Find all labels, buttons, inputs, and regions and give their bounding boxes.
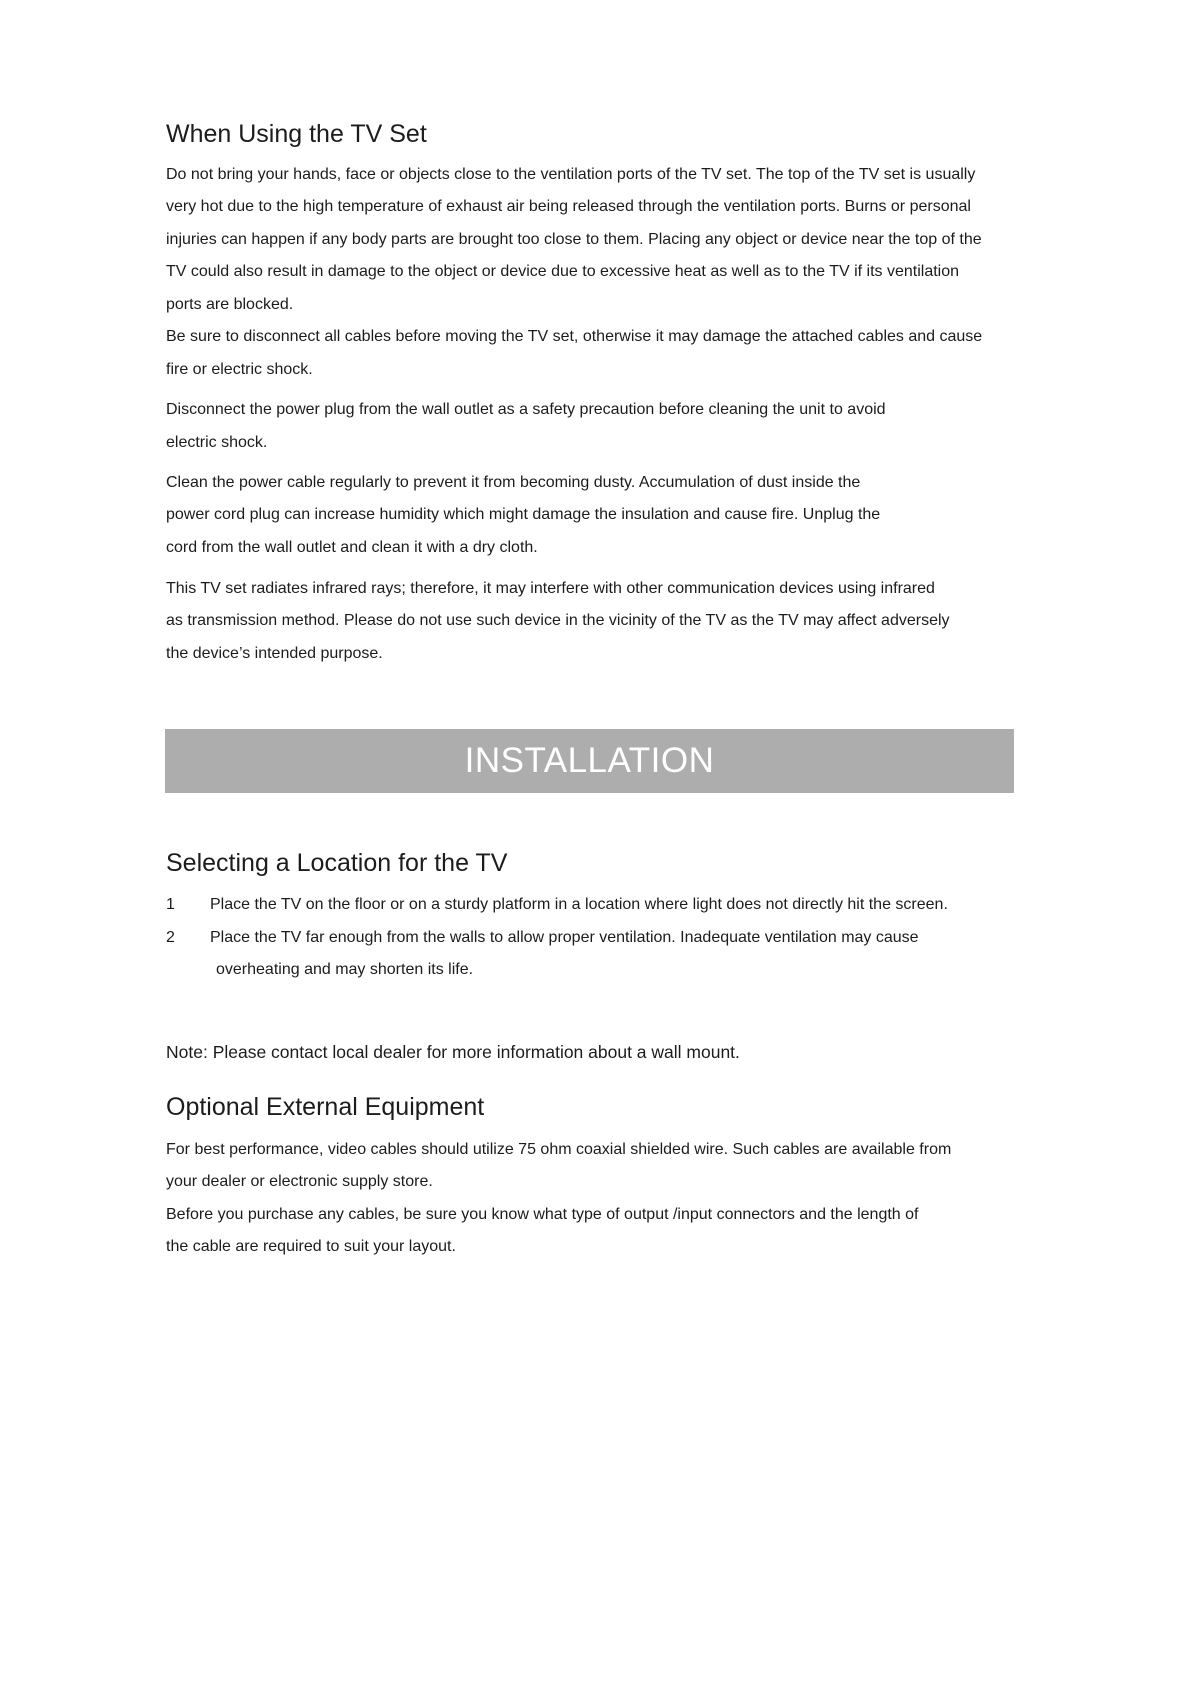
paragraph-line: ports are blocked. — [166, 296, 294, 313]
paragraph-line: Clean the power cable regularly to prevent it from becoming dusty. Accumulation of dust inside the — [166, 474, 861, 491]
paragraph-line: This TV set radiates infrared rays; therefore, it may interfere with other communication devices using infrared — [166, 580, 935, 597]
paragraph-line: Disconnect the power plug from the wall outlet as a safety precaution before cleaning the unit to avoid — [166, 401, 886, 418]
installation-banner — [165, 729, 1014, 793]
paragraph-line: your dealer or electronic supply store. — [166, 1173, 433, 1190]
paragraph-line: the cable are required to suit your layout. — [166, 1238, 456, 1255]
paragraph-line: injuries can happen if any body parts are brought too close to them. Placing any object or device near the top of the — [166, 231, 982, 248]
paragraph-line: the device’s intended purpose. — [166, 645, 383, 662]
paragraph-line: Before you purchase any cables, be sure you know what type of output /input connectors and the length of — [166, 1206, 919, 1223]
list-item-number: 1 — [166, 896, 175, 913]
list-item-text: overheating and may shorten its life. — [216, 961, 474, 978]
section-title-selecting-location: Selecting a Location for the TV — [166, 849, 508, 877]
paragraph-line: as transmission method. Please do not use such device in the vicinity of the TV as the TV may affect adversely — [166, 612, 950, 629]
paragraph-line: cord from the wall outlet and clean it with a dry cloth. — [166, 539, 538, 556]
paragraph-line: Be sure to disconnect all cables before moving the TV set, otherwise it may damage the attached cables and cause — [166, 328, 983, 345]
paragraph-line: fire or electric shock. — [166, 361, 313, 378]
paragraph-line: very hot due to the high temperature of exhaust air being released through the ventilation ports. Burns or personal — [166, 198, 971, 215]
paragraph-line: power cord plug can increase humidity which might damage the insulation and cause fire. Unplug the — [166, 506, 881, 523]
banner-title: INSTALLATION — [464, 741, 715, 780]
list-item-text: Place the TV far enough from the walls to allow proper ventilation. Inadequate ventilation may cause — [210, 929, 919, 946]
section-title-optional-equipment: Optional External Equipment — [166, 1093, 485, 1121]
note-text: Note: Please contact local dealer for more information about a wall mount. — [166, 1041, 740, 1062]
paragraph-line: For best performance, video cables should utilize 75 ohm coaxial shielded wire. Such cables are available from — [166, 1141, 952, 1158]
list-item-number: 2 — [166, 929, 175, 946]
list-item-text: Place the TV on the floor or on a sturdy platform in a location where light does not directly hit the screen. — [210, 896, 948, 913]
paragraph-line: electric shock. — [166, 434, 268, 451]
section-title-when-using: When Using the TV Set — [166, 120, 427, 148]
paragraph-line: TV could also result in damage to the object or device due to excessive heat as well as to the TV if its ventilation — [166, 263, 960, 280]
paragraph-line: Do not bring your hands, face or objects close to the ventilation ports of the TV set. The top of the TV set is usually — [166, 166, 976, 183]
